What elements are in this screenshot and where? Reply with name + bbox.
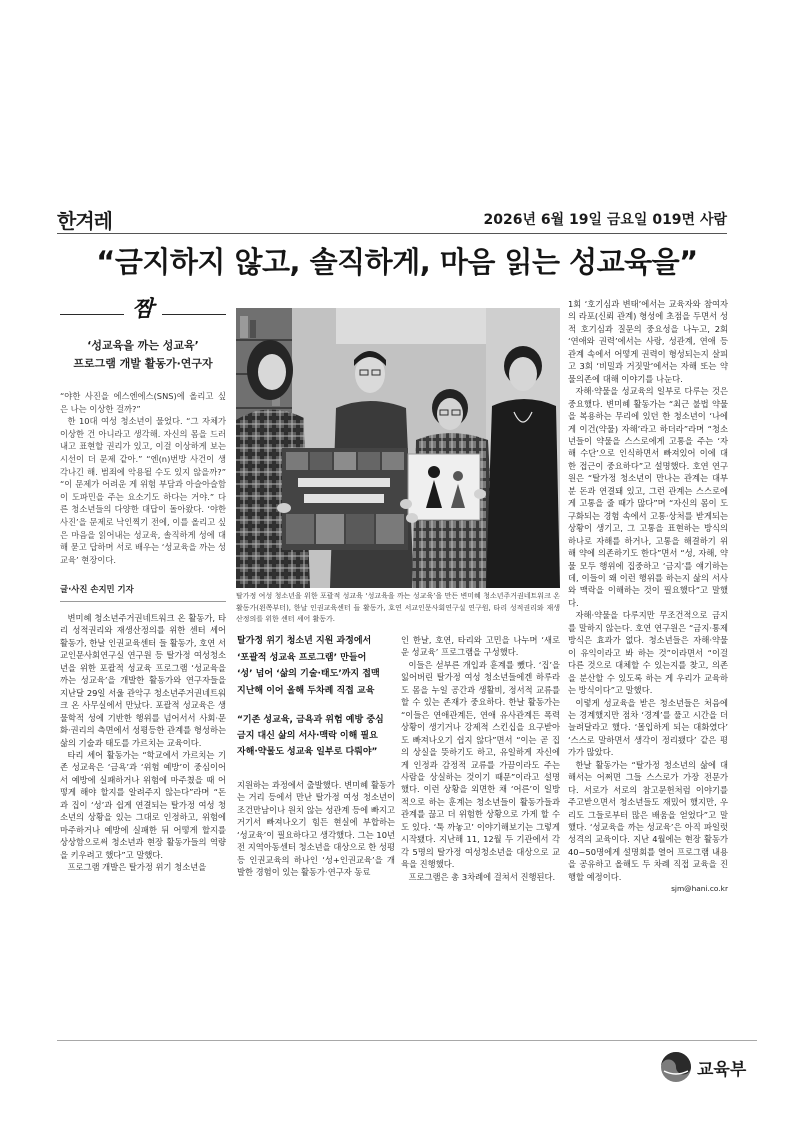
footer-rule [57,1040,757,1041]
intro-paragraph: 한 10대 여성 청소년이 물었다. “그 자체가 이상한 건 아니라고 생각해. 자신의 몸을 드러내고 표현할 권리가 있고, 이걸 이상하게 보는 시선이 더 문제 같아.” “엔(n)번방 사건이 생각나긴 해. 범죄에 악용될 수도 있지 않을까?” “이 문제가 어려운 게 위험 부담과 아슬아슬함이 도파민을 주는 요소기도 하다는 거야.” 다른 청소년들의 다양한 대답이 돌아왔다. ‘야한 사진’을 문제로 낙인찍기 전에, 이를 올리고 싶은 마음을 읽어내는 성교육, 솔직하게 성에 대해 묻고 답하며 서로 배우는 ‘성교육을 까는 성교육’ 현장이다. [60,416,226,565]
section-name: 짬 [132,297,154,322]
body-paragraph: 이렇게 성교육을 받은 청소년들은 처음에는 경계했지만 점차 ‘경계’를 풀고 시간을 더 늘려달라고 했다. ‘몰입하게 되는 대화였다’ ‘스스로 말하면서 생각이 정리됐다’ 같은 평가가 많았다. [568,697,728,758]
photo-collage-sign [282,448,408,550]
headline: “금지하지 않고, 솔직하게, 마음 읽는 성교육을” [96,245,698,279]
photo-caption: 탈가정 여성 청소년을 위한 포괄적 성교육 ‘성교육을 까는 성교육’을 만든 변미혜 청소년주거권네트워크 온 활동가(왼쪽부터), 한날 인권교육센터 들 활동가, 호연 서교인문사회연구실 연구원, 타리 성적권리와 재생산정의를 위한 센터 셰어 활동가. [236,592,560,624]
subhead-line: ‘포괄적 성교육 프로그램’ 만들어 [237,652,367,663]
body-paragraph: 지원하는 과정에서 출발했다. 변미혜 활동가는 거리 등에서 만난 탈가정 여성 청소년이 조건만남이나 원치 않는 성관계 등에 빠지고 거기서 빠져나오기 힘든 현실에 부합하는 ‘성교육’이 필요하다고 생각했다. 그는 10년 전 지역아동센터 청소년을 대상으로 한 성평등 인권교육의 하나인 ‘성+인권교육’을 개발한 경험이 있는 활동가·연구자 동료 [237,780,395,878]
body-column-1 [60,612,226,874]
body-paragraph: 프로그램 개발은 탈가정 위기 청소년을 [67,862,207,873]
subhead-quote [237,712,397,760]
intro-paragraph: “야한 사진을 에스엔에스(SNS)에 올리고 싶은 나는 이상한 걸까?” [60,391,226,414]
taegeuk-emblem-icon [660,1051,692,1083]
intro-text [60,390,226,566]
section-header [60,296,226,324]
ministry-name: 교육부 [697,1059,747,1080]
body-column-2 [237,779,395,879]
body-paragraph: 자해·약물을 성교육의 일부로 다루는 것은 중요했다. 변미혜 활동가는 “최근 불법 약물을 복용하는 무리에 있던 한 청소년이 ‘나에게 이건(약물) 자해’라고 하더라”라며 “청소년들이 약물을 스스로에게 고통을 주는 ‘자해 수단’으로 인식하면서 빠져있어 이에 대한 접근이 중요하다”고 설명했다. 호연 연구원은 “탈가정 청소년이 만나는 관계는 대부분 돈과 연결돼 있고, 그런 관계는 스스로에게 고통을 줄 때가 많다”며 “자신의 몸이 도구화되는 경험 속에서 고통·상처를 받게되는 상황이 생기고, 그 고통을 표현하는 방식의 하나로 자해를 하거나, 고통을 해결하기 위해 약에 의존하기도 한다”면서 “성, 자해, 약물 모두 행위에 집중하고 ‘금지’를 얘기하는데, 이들이 왜 이런 행위를 하는지 삶의 서사와 맥락을 이해하는 것이 필요했다”고 말했다. [568,386,728,608]
subhead-line: 자해·약물도 성교육 일부로 다뤄야” [237,747,378,757]
masthead-rule [57,233,727,234]
body-paragraph: 인 한날, 호연, 타리와 고민을 나누며 ‘새로운 성교육’ 프로그램을 구성했다. [401,635,560,658]
newspaper-logo: 한겨레 [57,209,112,233]
subhead-line: 탈가정 위기 청소년 지원 과정에서 [237,636,372,646]
byline-rule [60,601,226,602]
reporter-email: sjm@hani.co.kr [671,884,728,894]
subhead-line: “기존 성교육, 금욕과 위험 예방 중심 [237,715,384,725]
body-column-4 [568,298,728,895]
subhead-line: 지난해 이어 올해 두차례 직접 교육 [237,685,375,696]
subhead-line: ‘성’ 넘어 ‘삶의 기술·태도’까지 접맥 [237,669,380,679]
body-paragraph: 이들은 섣부른 개입과 훈계를 뺐다. ‘집’을 잃어버린 탈가정 여성 청소년들에겐 하루라도 몸을 누일 공간과 생활비, 정서적 교류를 할 수 있는 존재가 중요하다. 한날 활동가는 “이들은 연애관계든, 연애 유사관계든 폭력 상황이 생기거나 강제적 스킨십을 요구받아도 빠져나오기 쉽지 않다”면서 “이는 곧 집의 상실을 뜻하기도 하고, 유일하게 자신에게 인정과 감정적 교류를 가끔이라도 주는 사람을 상실하는 것이기 때문”이라고 설명했다. 이런 상황을 외면한 채 ‘어른’이 일방적으로 하는 훈계는 청소년들이 활동가들과 관계를 끊고 더 위험한 상황으로 가게 할 수도 있다. ‘툭 까놓고’ 이야기해보기는 그렇게 시작됐다. 지난해 11, 12월 두 기관에서 각각 5명의 탈가정 여성청소년을 대상으로 교육을 진행했다. [401,659,560,870]
subtitle-line: 프로그램 개발 활동가·연구자 [73,357,213,370]
byline: 글·사진 손지민 기자 [60,584,134,594]
body-paragraph: 프로그램은 총 3차례에 걸쳐서 진행된다. [408,871,556,882]
ministry-logo [660,1050,746,1084]
photo-pictogram-sign [408,454,480,520]
section-rule-left [60,314,124,315]
subhead-primary [237,633,397,699]
article-photo [236,308,560,588]
body-paragraph: 자해·약물을 다루지만 무조건적으로 금지를 말하지 않는다. 호연 연구원은 “금지·통제 방식은 효과가 없다. 청소년들은 자해·약물이 유익이라고 봐 하는 것”이라면서 “이걸 다른 것으로 대체할 수 있는지를 찾고, 의존을 분산할 수 있도록 하는 게 우리가 교육하는 방식이다”고 말했다. [568,610,728,696]
dateline: 2026년 6월 19일 금요일 019면 사람 [483,212,727,228]
subhead-line: 금지 대신 삶의 서사·맥락 이해 필요 [237,731,378,741]
subtitle-line: ‘성교육을 까는 성교육’ [87,339,199,352]
body-column-3 [401,634,560,883]
photo-image [236,308,560,588]
body-paragraph: 변미혜 청소년주거권네트워크 온 활동가, 타리 성적권리와 재생산정의를 위한 센터 셰어 활동가, 한날 인권교육센터 들 활동가, 호연 서교인문사회연구실 연구원 등 탈가정 여성청소년을 위한 포괄적 성교육 프로그램 ‘성교육을 까는 성교육’을 개발한 활동가와 연구자들을 지난달 29일 서울 관악구 청소년주거권네트워크 온 사무실에서 만났다. 포괄적 성교육은 생물학적 성에 기반한 행위를 넘어서서 사회·문화·권리의 측면에서 성평등한 관계를 형성하는 삶의 기술과 태도를 가르치는 교육이다. [60,613,226,748]
section-subtitle [60,337,226,373]
body-paragraph: 한날 활동가는 “탈가정 청소년의 삶에 대해서는 어쩌면 그들 스스로가 가장 전문가다. 서로가 서로의 참고문헌처럼 이야기를 주고받으면서 청소년들도 재밌어 했지만, 우리도 그들로부터 많은 배움을 얻었다”고 말했다. ‘성교육을 까는 성교육’은 아직 파일럿 성격의 교육이다. 지난 4월에는 현장 활동가 40~50명에게 설명회를 열어 프로그램 내용을 공유하고 올해도 두 차례 직접 교육을 진행할 예정이다. [568,759,728,882]
body-paragraph: 1회 ‘호기심과 변태’에서는 교육자와 참여자의 라포(신뢰 관계) 형성에 초점을 두면서 성적 호기심과 질문의 중요성을 나누고, 2회 ‘연애와 권력’에서는 사랑, 성관계, 연애 등 관계 속에서 어떻게 권력이 형성되는지 살피고 3회 ‘비밀과 거짓말’에서는 자해 또는 약물의존에 대해 이야기를 나눈다. [568,299,728,384]
body-paragraph: 타리 셰어 활동가는 “학교에서 가르치는 기존 성교육은 ‘금욕’과 ‘위험 예방’이 중심이어서 예방에 실패하거나 위험에 마주쳤을 때 어떻게 해야 할지를 알려주지 않는다”라며 “돈과 집이 ‘성’과 쉽게 연결되는 탈가정 여성 청소년의 상황을 있는 그대로 인정하고, 위험에 마주하거나 예방에 실패한 뒤 어떻게 할지를 상상함으로써 청소년과 현장 활동가들의 역량을 키우려고 했다”고 말했다. [60,749,226,860]
section-rule-right [162,314,226,315]
